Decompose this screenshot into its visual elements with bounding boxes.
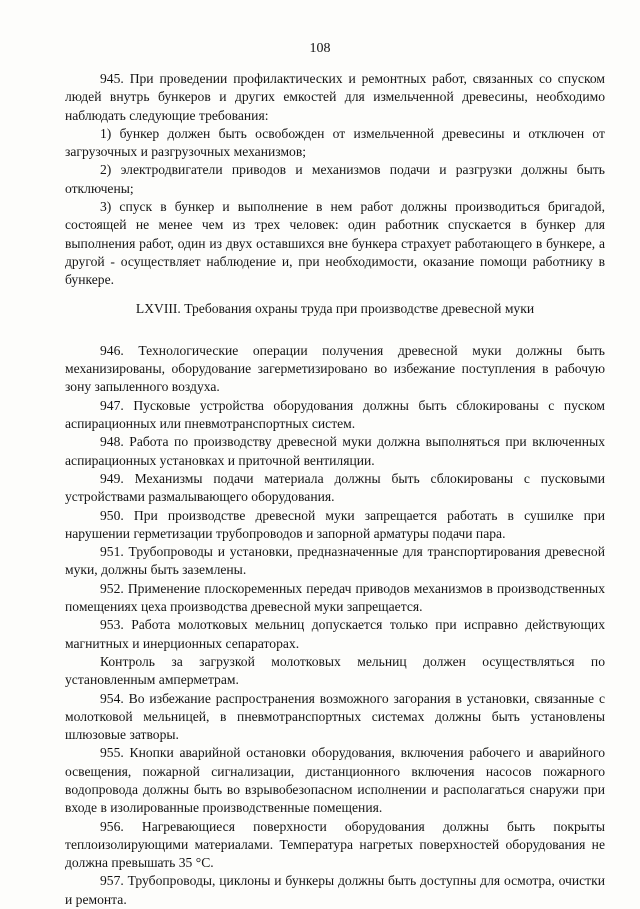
paragraph-945-intro: 945. При проведении профилактических и ремонтных работ, связанных со спуском людей внутрь бункеров и других емкостей для измельченной древесины, необходимо наблюдать следующие требования: (65, 71, 605, 123)
paragraph-948: 948. Работа по производству древесной муки должна выполняться при включенных аспирационных установках и приточной вентиляции. (65, 434, 605, 468)
paragraph-952: 952. Применение плоскоременных передач приводов механизмов в производственных помещениях цеха производства древесной муки запрещается. (65, 580, 605, 615)
paragraph-947: 947. Пусковые устройства оборудования должны быть сблокированы с пуском аспирационных или пневмотранспортных систем. (65, 397, 605, 432)
paragraph-946: 946. Технологические операции получения древесной муки должны быть механизированы, оборудование загерметизировано во избежание поступления в рабочую зону запыленного воздуха. (65, 342, 605, 395)
document-body (65, 70, 605, 909)
paragraph-957: 957. Трубопроводы, циклоны и бункеры должны быть доступны для осмотра, очистки и ремонта. (65, 873, 605, 907)
paragraph-956: 956. Нагревающиеся поверхности оборудования должны быть покрыты теплоизолирующими материалами. Температура нагретых поверхностей оборудования не должна превышать 35 °С. (65, 818, 605, 871)
paragraph-950: 950. При производстве древесной муки запрещается работать в сушилке при нарушении герметизации трубопроводов и запорной арматуры подачи пара. (65, 507, 605, 541)
paragraph-953-control: Контроль за загрузкой молотковых мельниц должен осуществляться по установленным амперметрам. (65, 653, 605, 688)
page-number: 108 (309, 41, 331, 56)
paragraph-951: 951. Трубопроводы и установки, предназначенные для транспортирования древесной муки, должны быть заземлены. (65, 544, 605, 578)
paragraph-955: 955. Кнопки аварийной остановки оборудования, включения рабочего и аварийного освещения, пожарной сигнализации, дистанционного включения насосов пожарного водопровода должны быть во взрывобезопасном исполнении и располагаться снаружи при входе в изолированные производственные помещения. (65, 745, 605, 816)
paragraph-954: 954. Во избежание распространения возможного загорания в установки, связанные с молотковой мельницей, в пневмотранспортных системах должны быть установлены шлюзовые затворы. (65, 690, 605, 743)
section-heading: LXVIII. Требования охраны труда при производстве древесной муки (135, 300, 535, 316)
paragraph-945-item-1: 1) бункер должен быть освобожден от измельченной древесины и отключен от загрузочных и разгрузочных механизмов; (65, 125, 605, 160)
paragraph-949: 949. Механизмы подачи материала должны быть сблокированы с пусковыми устройствами размалывающего оборудования. (65, 470, 605, 505)
paragraph-945-item-3: 3) спуск в бункер и выполнение в нем работ должны производиться бригадой, состоящей не менее чем из трех человек: один работник спускается в бункер для выполнения работ, один из двух оставшихся вне бункера страхует работающего в бункере, а другой - осуществляет наблюдение и, при необходимости, оказание помощи работнику в бункере. (65, 199, 605, 288)
paragraph-945-item-2: 2) электродвигатели приводов и механизмов подачи и разгрузки должны быть отключены; (65, 162, 605, 196)
paragraph-953: 953. Работа молотковых мельниц допускается только при исправно действующих магнитных и инерционных сепараторах. (65, 617, 605, 651)
